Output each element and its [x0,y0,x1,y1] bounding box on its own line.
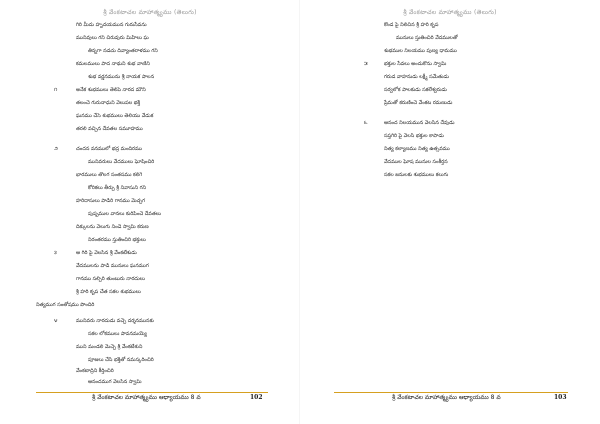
verse-line: నిత్య కల్యాణము నిత్య ఉత్సవము [384,146,450,152]
verse-line: ఆనందముగ వెలసిన స్వామి [88,379,142,385]
verse-line: శుభ వర్ణనమును శ్రీ నాయక పాలన [88,74,155,80]
verse-line: భారములు తొలగ సంతసము కలిగె [76,172,143,178]
verse-line: చందన వనములో భద్ర మందిరము [76,146,142,152]
verse-line: శుభముల నిలయము పుణ్య ధామము [384,48,457,54]
verse-line: తిన్నగా నడచు దివ్యాంతరాళము గని [88,48,158,54]
verse-number: ౩ [54,250,57,256]
verse-line: వేదముల ఘోష మునుల సంకీర్తన [384,159,448,165]
verse-line: ముని మండలి మెచ్చె శ్రీ వేంకటేశుని [76,344,143,350]
verse-line: కోరికలు తీర్చు శ్రీ నివాసుని గని [88,185,147,191]
verse-line: గిరి మీదు హృదయమున గురుసేవను [76,22,147,28]
verse-line: గానము సల్పిరి తుంబురు నారదులు [76,276,145,282]
verse-line: వేదములను పాడి మునులు ఘనముగ [76,263,149,269]
verse-line: ఘనము చేసె శుభములు తెలియు వేడుక [76,113,154,119]
verse-line: సకల లోకములు పావనమయ్యె [88,331,147,337]
verse-line: ప్రేమతో కరుణించె వేంకట రమణుడు [384,100,453,106]
running-header-right: శ్రీ వేంకటాచల మాహాత్మ్యము (తెలుగు) [403,9,497,16]
verse-line: సర్వలోక పాలకుడు సకలేశ్వరుడు [384,87,447,93]
verse-line: మునివరు నారదుడు వచ్చె దర్శనమునకు [76,318,154,324]
verse-line: ఆ గిరి పై వెలసిన శ్రీ వేంకటేశుడు [76,250,137,256]
verse-line: మునులు స్తుతించిరి వేదములతో [396,35,458,41]
verse-number: ౫ [364,61,368,67]
verse-line: కమలములు పాద నాథుని శుభ వాణిని [76,61,150,67]
verse-line: వేంకటాద్రిని కీర్తించిరి [76,368,114,374]
verse-number: ౬ [364,120,368,126]
verse-line: అనేక శుభములు తెలిపె నారద మౌని [76,87,146,93]
prose-line: నిత్యముగ సంతోషము పొందిరి [36,302,95,308]
verse-line: భక్తుల సేవలు అందుకొను స్వామి [384,61,447,67]
running-header-left: శ్రీ వేంకటాచల మాహాత్మ్యము (తెలుగు) [103,9,197,16]
verse-number: ౧ [54,87,58,93]
page-number: 103 [554,394,567,401]
page-number: 102 [250,394,263,401]
verse-line: కొండ పై నిలిచిన శ్రీ హరి కృప [384,22,439,28]
verse-line: హరిదాసులు పాడిరి గానము మెచ్చగ [76,198,146,204]
right-page [300,0,600,424]
footer-title: శ్రీ వేంకటాచల మాహాత్మ్యము ఆధ్యాయము 8 వ [92,394,201,401]
footer-rule [36,392,268,393]
verse-line: సప్తగిరి పై వెలసి భక్తుల కాపాడు [384,133,444,139]
verse-line: సకల జనులకు శుభములు కలుగు [384,172,449,178]
verse-number: ౨ [54,146,58,152]
verse-line: శ్రీ హరి కృప చేత సకల శుభములు [76,289,141,295]
verse-line: గరుడ వాహనుడు లక్ష్మీ సమేతుడు [384,74,449,80]
footer-rule [334,392,568,393]
verse-line: పూజలు చేసి భక్తితో నమస్కరించిరి [88,357,154,363]
verse-number: ౪ [54,318,58,324]
verse-line: మునివరులు వేదములు ఘోషించిరి [88,159,155,165]
verse-line: పుష్పముల వానలు కురిపించె దేవతలు [88,211,162,217]
verse-line: తలంచె గురునాధుని వెలుపల భక్తి [76,100,141,106]
verse-line: మునివులు గని చిరువురు మిహిలు ఘ [76,35,149,41]
verse-line: దిక్కులను వెలుగు నిండె స్వామి కరుణ [76,224,149,230]
verse-line: తరలి వచ్చిన దేవతల సమూహము [76,126,143,132]
verse-line: ఆనంద నిలయమున వెలసిన దేవుడు [384,120,455,126]
verse-line: నిరంతరము స్తుతించిరి భక్తులు [88,237,146,243]
footer-title: శ్రీ వేంకటాచల మాహాత్మ్యము ఆధ్యాయము 8 వ [392,394,501,401]
